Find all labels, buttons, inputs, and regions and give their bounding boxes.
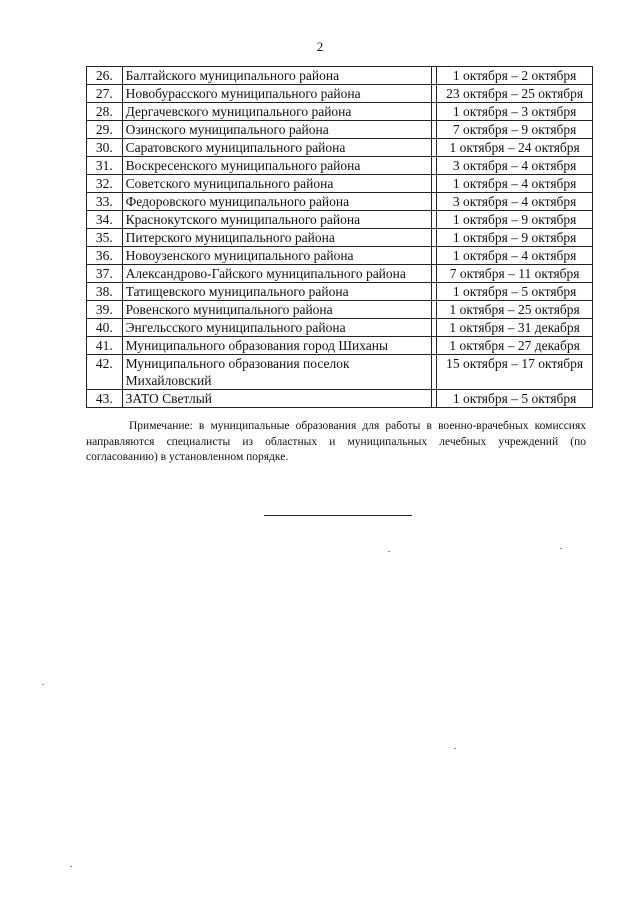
- table-row: [87, 193, 593, 211]
- row-number: 40.: [87, 319, 123, 337]
- table-row: [87, 390, 593, 408]
- date-range: 3 октября – 4 октября: [437, 157, 593, 175]
- date-range: 7 октября – 9 октября: [437, 121, 593, 139]
- municipality-name: Дергачевского муниципального района: [122, 103, 432, 121]
- municipality-name: Новоузенского муниципального района: [122, 247, 432, 265]
- scan-speck: [42, 684, 44, 685]
- table-row: [87, 103, 593, 121]
- table-row: [87, 355, 593, 390]
- municipality-name: Муниципального образования город Шиханы: [122, 337, 432, 355]
- table-row: [87, 319, 593, 337]
- date-range: 1 октября – 9 октября: [437, 229, 593, 247]
- date-range: 1 октября – 25 октября: [437, 301, 593, 319]
- schedule-table-body: [87, 67, 593, 408]
- row-number: 26.: [87, 67, 123, 85]
- municipality-name: Краснокутского муниципального района: [122, 211, 432, 229]
- municipality-name: Муниципального образования поселок Михайловский: [122, 355, 432, 390]
- end-rule: [264, 515, 412, 516]
- municipality-name: Энгельсского муниципального района: [122, 319, 432, 337]
- table-row: [87, 247, 593, 265]
- municipality-name: Питерского муниципального района: [122, 229, 432, 247]
- scan-speck: [388, 551, 390, 552]
- row-number: 35.: [87, 229, 123, 247]
- table-row: [87, 337, 593, 355]
- table-row: [87, 85, 593, 103]
- municipality-name: Татищевского муниципального района: [122, 283, 432, 301]
- municipality-name: Федоровского муниципального района: [122, 193, 432, 211]
- date-range: 1 октября – 31 декабря: [437, 319, 593, 337]
- table-row: [87, 229, 593, 247]
- municipality-name: ЗАТО Светлый: [122, 390, 432, 408]
- table-row: [87, 211, 593, 229]
- table-row: [87, 67, 593, 85]
- date-range: 1 октября – 9 октября: [437, 211, 593, 229]
- municipality-name: Ровенского муниципального района: [122, 301, 432, 319]
- schedule-table: [86, 66, 593, 408]
- row-number: 30.: [87, 139, 123, 157]
- row-number: 29.: [87, 121, 123, 139]
- row-number: 31.: [87, 157, 123, 175]
- scan-speck: [454, 748, 456, 749]
- table-row: [87, 283, 593, 301]
- row-number: 38.: [87, 283, 123, 301]
- table-row: [87, 139, 593, 157]
- table-row: [87, 265, 593, 283]
- row-number: 36.: [87, 247, 123, 265]
- row-number: 34.: [87, 211, 123, 229]
- municipality-name: Саратовского муниципального района: [122, 139, 432, 157]
- table-row: [87, 175, 593, 193]
- date-range: 1 октября – 3 октября: [437, 103, 593, 121]
- page-number: 2: [316, 39, 324, 54]
- date-range: 7 октября – 11 октября: [437, 265, 593, 283]
- municipality-name: Советского муниципального района: [122, 175, 432, 193]
- date-range: 1 октября – 24 октября: [437, 139, 593, 157]
- row-number: 32.: [87, 175, 123, 193]
- scan-speck: [560, 548, 562, 549]
- row-number: 37.: [87, 265, 123, 283]
- row-number: 39.: [87, 301, 123, 319]
- scan-speck: [70, 866, 72, 867]
- date-range: 3 октября – 4 октября: [437, 193, 593, 211]
- date-range: 15 октября – 17 октября: [437, 355, 593, 390]
- date-range: 1 октября – 2 октября: [437, 67, 593, 85]
- date-range: 1 октября – 5 октября: [437, 283, 593, 301]
- municipality-name: Новобурасского муниципального района: [122, 85, 432, 103]
- row-number: 41.: [87, 337, 123, 355]
- date-range: 1 октября – 27 декабря: [437, 337, 593, 355]
- date-range: 1 октября – 4 октября: [437, 247, 593, 265]
- date-range: 23 октября – 25 октября: [437, 85, 593, 103]
- date-range: 1 октября – 4 октября: [437, 175, 593, 193]
- municipality-name: Балтайского муниципального района: [122, 67, 432, 85]
- table-row: [87, 301, 593, 319]
- municipality-name: Озинского муниципального района: [122, 121, 432, 139]
- municipality-name: Воскресенского муниципального района: [122, 157, 432, 175]
- municipality-name: Александрово-Гайского муниципального района: [122, 265, 432, 283]
- row-number: 43.: [87, 390, 123, 408]
- date-range: 1 октября – 5 октября: [437, 390, 593, 408]
- row-number: 28.: [87, 103, 123, 121]
- table-row: [87, 121, 593, 139]
- row-number: 27.: [87, 85, 123, 103]
- row-number: 42.: [87, 355, 123, 390]
- row-number: 33.: [87, 193, 123, 211]
- table-row: [87, 157, 593, 175]
- note-text: Примечание: в муниципальные образования для работы в военно-врачебных комиссиях направляются специалисты из областных и муниципальных лечебных учреждений (по согласованию) в установленном порядке.: [86, 420, 586, 463]
